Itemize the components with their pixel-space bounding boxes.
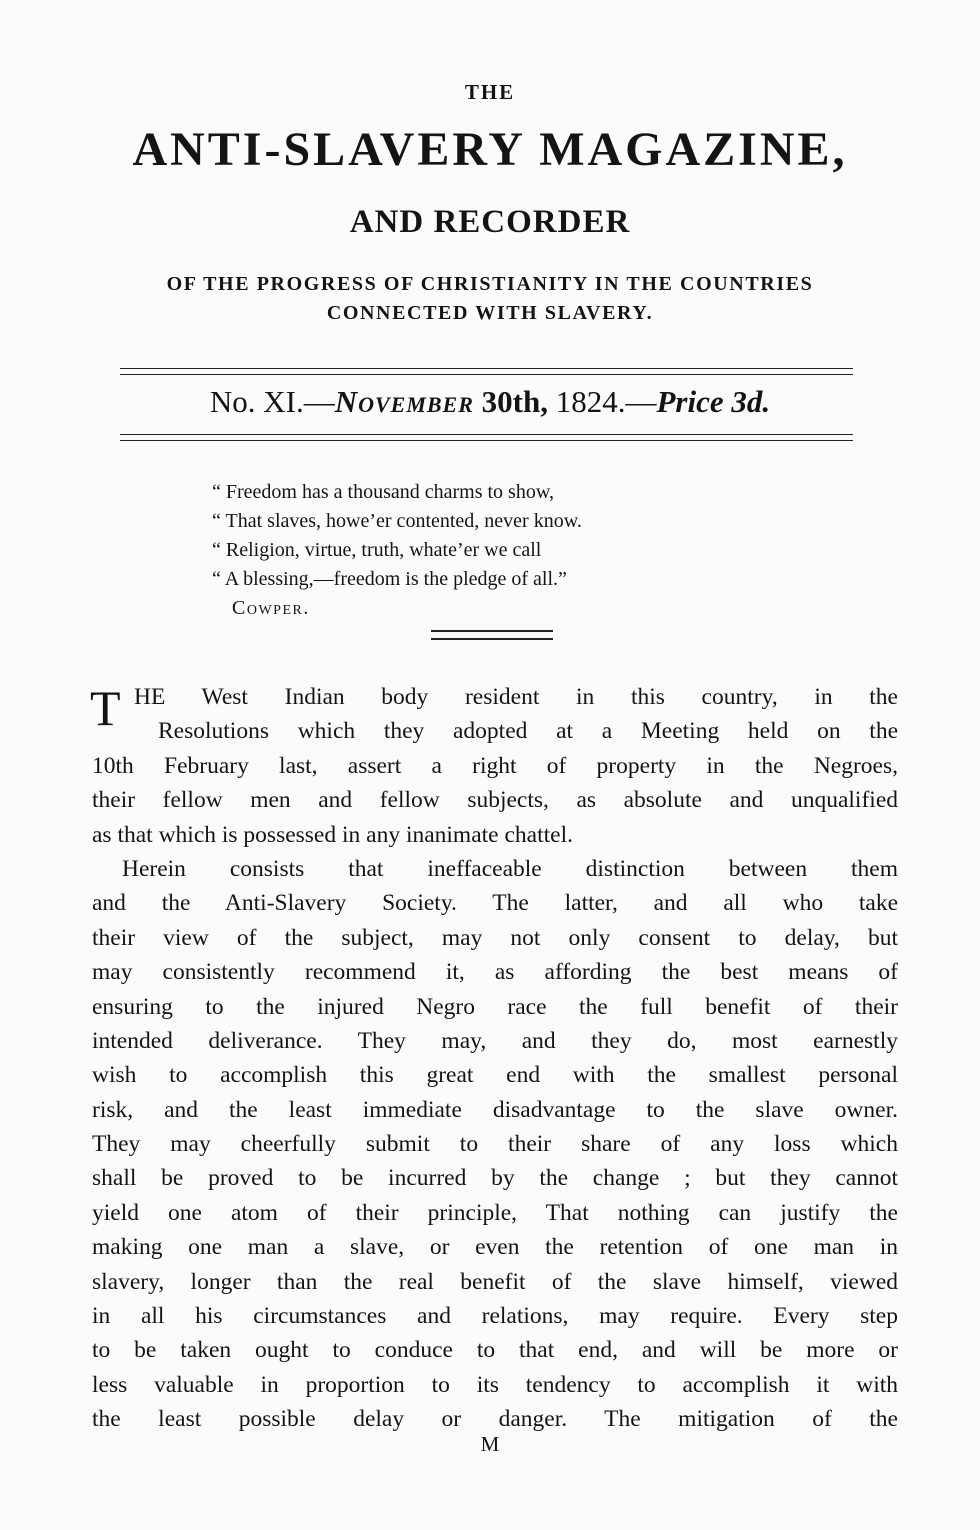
body-line: 10th February last, assert a right of property in the Negroes, bbox=[92, 752, 898, 779]
article-body bbox=[92, 680, 898, 1437]
issue-month: November bbox=[334, 384, 474, 419]
signature-mark: M bbox=[480, 1432, 500, 1456]
body-line: Herein consists that ineffaceable distinction between them bbox=[122, 855, 898, 882]
magazine-title: ANTI-SLAVERY MAGAZINE, bbox=[132, 123, 848, 176]
body-line: Resolutions which they adopted at a Meeting held on the bbox=[158, 718, 898, 745]
top-rule bbox=[120, 368, 853, 375]
epigraph-line bbox=[212, 565, 832, 623]
body-line: wish to accomplish this great end with the smallest personal bbox=[92, 1062, 898, 1089]
issue-price: Price 3d. bbox=[656, 384, 771, 419]
title-recorder: AND RECORDER bbox=[349, 204, 631, 240]
epigraph-line: “ That slaves, howe’er contented, never know. bbox=[212, 510, 582, 532]
epigraph-line: “ Religion, virtue, truth, whate’er we call bbox=[212, 539, 542, 561]
body-line: their view of the subject, may not only consent to delay, but bbox=[92, 924, 898, 951]
body-line: shall be proved to be incurred by the change ; but they cannot bbox=[92, 1165, 898, 1192]
section-divider bbox=[431, 630, 553, 640]
issue-number: No. XI.— bbox=[209, 384, 335, 419]
subtitle-line: CONNECTED WITH SLAVERY. bbox=[326, 302, 654, 324]
body-line: intended deliverance. They may, and they do, most earnestly bbox=[92, 1027, 898, 1054]
body-line: risk, and the least immediate disadvantage to the slave owner. bbox=[92, 1096, 898, 1123]
body-line: less valuable in proportion to its tendency to accomplish it with bbox=[92, 1371, 898, 1398]
body-line: making one man a slave, or even the retention of one man in bbox=[92, 1234, 898, 1261]
bottom-rule bbox=[120, 434, 853, 441]
title-the: THE bbox=[464, 80, 516, 104]
body-line: the least possible delay or danger. The mitigation of the bbox=[92, 1406, 898, 1433]
subtitle bbox=[80, 270, 900, 328]
body-line: slavery, longer than the real benefit of the slave himself, viewed bbox=[92, 1268, 898, 1295]
issue-day: 30th, bbox=[481, 384, 548, 419]
body-line: HE West Indian body resident in this country, in the bbox=[134, 684, 898, 710]
drop-cap: T bbox=[90, 680, 121, 736]
body-line: may consistently recommend it, as affording the best means of bbox=[92, 959, 898, 986]
issue-year: 1824.— bbox=[555, 384, 657, 419]
issue-line bbox=[0, 384, 980, 420]
body-line: and the Anti-Slavery Society. The latter, and all who take bbox=[92, 890, 898, 917]
body-line: They may cheerfully submit to their share of any loss which bbox=[92, 1131, 898, 1158]
body-line: yield one atom of their principle, That nothing can justify the bbox=[92, 1199, 898, 1226]
body-line: in all his circumstances and relations, may require. Every step bbox=[92, 1303, 898, 1330]
epigraph-author: Cowper. bbox=[232, 597, 310, 619]
epigraph-line-text: “ A blessing,—freedom is the pledge of all.” bbox=[212, 568, 567, 590]
body-line: to be taken ought to conduce to that end, and will be more or bbox=[92, 1337, 898, 1364]
subtitle-line: OF THE PROGRESS OF CHRISTIANITY IN THE COUNTRIES bbox=[166, 273, 814, 295]
body-line: ensuring to the injured Negro race the full benefit of their bbox=[92, 993, 898, 1020]
body-line: their fellow men and fellow subjects, as absolute and unqualified bbox=[92, 787, 898, 814]
body-line: as that which is possessed in any inanimate chattel. bbox=[92, 821, 573, 848]
epigraph bbox=[212, 478, 832, 623]
epigraph-line: “ Freedom has a thousand charms to show, bbox=[212, 481, 554, 503]
